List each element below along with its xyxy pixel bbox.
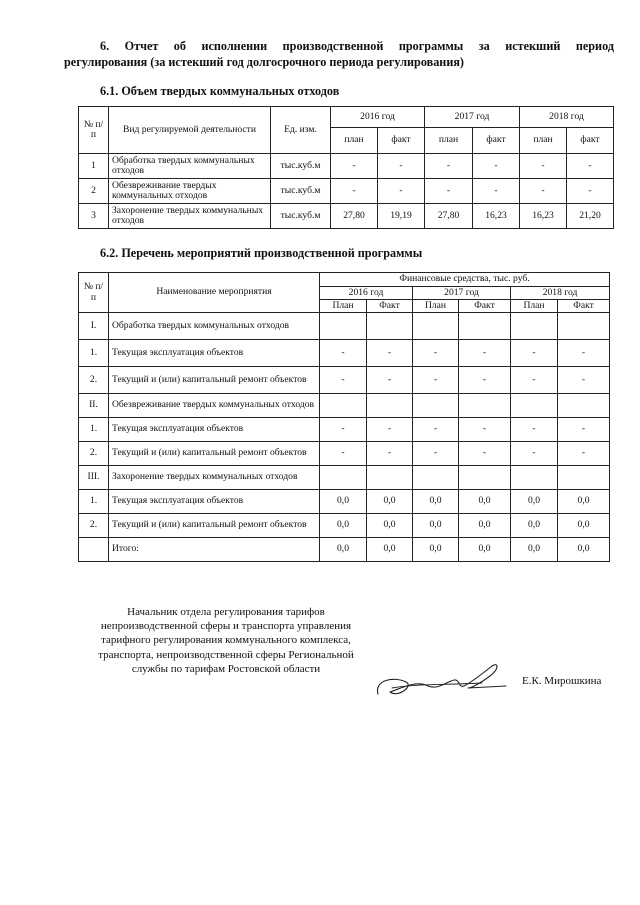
row-num [79, 538, 109, 562]
cell-value: 0,0 [558, 514, 610, 538]
table-row [79, 490, 610, 514]
header-year-2016: 2016 год [331, 107, 425, 128]
signatory-line: тарифного регулирования коммунального комплекса, [101, 634, 351, 647]
row-num: II. [79, 394, 109, 418]
table-row [79, 514, 610, 538]
row-unit: тыс.куб.м [271, 154, 331, 179]
header-year-2018: 2018 год [511, 287, 610, 300]
cell-value: - [320, 442, 367, 466]
signatory-title [86, 605, 366, 676]
header-fact: факт [473, 128, 520, 154]
row-num: III. [79, 466, 109, 490]
table-row [79, 179, 614, 204]
cell-value: 21,20 [567, 204, 614, 229]
cell-value: - [567, 179, 614, 204]
cell-value: - [459, 340, 511, 367]
row-unit: тыс.куб.м [271, 179, 331, 204]
cell-value: 0,0 [558, 490, 610, 514]
cell-value [367, 313, 413, 340]
cell-value: - [558, 418, 610, 442]
cell-value: - [459, 367, 511, 394]
row-unit: тыс.куб.м [271, 204, 331, 229]
row-name: Обработка твердых коммунальных отходов [109, 313, 320, 340]
cell-value: - [558, 442, 610, 466]
cell-value [413, 466, 459, 490]
header-num: № п/п [79, 107, 109, 154]
signatory-name: Е.К. Мирошкина [522, 675, 602, 687]
cell-value: 0,0 [367, 538, 413, 562]
cell-value [320, 313, 367, 340]
cell-value [511, 394, 558, 418]
cell-value: 27,80 [425, 204, 473, 229]
row-name: Текущий и (или) капитальный ремонт объектов [109, 442, 320, 466]
table-row [79, 154, 614, 179]
cell-value: - [331, 154, 378, 179]
cell-value: 19,19 [378, 204, 425, 229]
row-num: 2. [79, 514, 109, 538]
cell-value [459, 313, 511, 340]
header-activity: Вид регулируемой деятельности [109, 107, 271, 154]
header-fact: факт [567, 128, 614, 154]
handwritten-signature [372, 658, 512, 704]
table-row [79, 204, 614, 229]
cell-value: 16,23 [520, 204, 567, 229]
cell-value: 0,0 [511, 514, 558, 538]
measures-table [78, 272, 610, 562]
cell-value: - [558, 367, 610, 394]
cell-value [511, 313, 558, 340]
cell-value: - [567, 154, 614, 179]
row-num: 1. [79, 490, 109, 514]
cell-value: - [413, 442, 459, 466]
cell-value: - [331, 179, 378, 204]
cell-value: - [511, 340, 558, 367]
header-plan: План [413, 300, 459, 313]
table-row [79, 394, 610, 418]
section-title [64, 38, 614, 70]
table-row [79, 367, 610, 394]
cell-value: - [367, 442, 413, 466]
section-title-line-2: регулирования (за истекший год долгосрочного периода регулирования) [64, 55, 464, 69]
cell-value: 0,0 [367, 490, 413, 514]
cell-value: - [511, 367, 558, 394]
cell-value: - [367, 340, 413, 367]
header-year-2018: 2018 год [520, 107, 614, 128]
cell-value: - [459, 418, 511, 442]
cell-value: 27,80 [331, 204, 378, 229]
signatory-line: Начальник отдела регулирования тарифов [127, 606, 325, 618]
cell-value: - [413, 340, 459, 367]
row-name: Текущий и (или) капитальный ремонт объектов [109, 367, 320, 394]
cell-value [459, 394, 511, 418]
section-title-line-1: 6. Отчет об исполнении производственной программы за истекший период [100, 39, 614, 53]
cell-value: 0,0 [413, 514, 459, 538]
cell-value: - [320, 418, 367, 442]
cell-value: 16,23 [473, 204, 520, 229]
cell-value: - [378, 154, 425, 179]
table-row [79, 466, 610, 490]
cell-value: - [473, 179, 520, 204]
header-name: Наименование мероприятия [109, 273, 320, 313]
header-year-2016: 2016 год [320, 287, 413, 300]
table-row [79, 340, 610, 367]
header-num: № п/п [79, 273, 109, 313]
cell-value: 0,0 [459, 538, 511, 562]
cell-value: 0,0 [320, 514, 367, 538]
cell-value [459, 466, 511, 490]
table2-title: 6.2. Перечень мероприятий производственной программы [100, 246, 423, 260]
volume-table [78, 106, 614, 229]
row-num: I. [79, 313, 109, 340]
cell-value: 0,0 [511, 538, 558, 562]
cell-value [558, 313, 610, 340]
cell-value: - [511, 442, 558, 466]
header-year-2017: 2017 год [413, 287, 511, 300]
cell-value [413, 313, 459, 340]
row-name: Текущая эксплуатация объектов [109, 340, 320, 367]
header-plan: план [331, 128, 378, 154]
row-name: Обработка твердых коммунальных отходов [109, 154, 271, 179]
cell-value: - [511, 418, 558, 442]
row-num: 2. [79, 442, 109, 466]
table1-title: 6.1. Объем твердых коммунальных отходов [100, 84, 340, 98]
table-row [79, 418, 610, 442]
row-name: Захоронение твердых коммунальных отходов [109, 204, 271, 229]
cell-value: 0,0 [320, 490, 367, 514]
cell-value: - [459, 442, 511, 466]
header-plan: план [425, 128, 473, 154]
cell-value: - [425, 179, 473, 204]
row-num: 2 [79, 179, 109, 204]
row-name: Текущая эксплуатация объектов [109, 418, 320, 442]
cell-value: - [425, 154, 473, 179]
cell-value [320, 394, 367, 418]
cell-value: 0,0 [367, 514, 413, 538]
table-row [79, 313, 610, 340]
cell-value [511, 466, 558, 490]
row-num: 1. [79, 340, 109, 367]
header-plan: план [520, 128, 567, 154]
cell-value: - [320, 340, 367, 367]
row-name: Текущий и (или) капитальный ремонт объектов [109, 514, 320, 538]
cell-value: - [413, 367, 459, 394]
signatory-line: непроизводственной сферы и транспорта управления [100, 620, 352, 633]
cell-value: 0,0 [511, 490, 558, 514]
cell-value [558, 394, 610, 418]
cell-value: 0,0 [413, 490, 459, 514]
row-num: 2. [79, 367, 109, 394]
row-num: 1 [79, 154, 109, 179]
row-name: Обезвреживание твердых коммунальных отходов [109, 394, 320, 418]
cell-value [413, 394, 459, 418]
cell-value [367, 466, 413, 490]
cell-value: 0,0 [413, 538, 459, 562]
cell-value: - [558, 340, 610, 367]
cell-value: - [378, 179, 425, 204]
cell-value: - [520, 154, 567, 179]
cell-value: 0,0 [558, 538, 610, 562]
cell-value: 0,0 [459, 514, 511, 538]
row-name: Захоронение твердых коммунальных отходов [109, 466, 320, 490]
signatory-line: транспорта, непроизводственной сферы Региональной [98, 648, 354, 661]
cell-value [558, 466, 610, 490]
cell-value: 0,0 [320, 538, 367, 562]
table-row [79, 442, 610, 466]
header-fact: Факт [558, 300, 610, 313]
header-plan: План [320, 300, 367, 313]
signatory-line: службы по тарифам Ростовской области [131, 662, 321, 675]
cell-value [320, 466, 367, 490]
cell-value: - [413, 418, 459, 442]
header-fact: Факт [367, 300, 413, 313]
row-num: 1. [79, 418, 109, 442]
header-fact: Факт [459, 300, 511, 313]
table-row [79, 538, 610, 562]
row-num: 3 [79, 204, 109, 229]
row-name: Обезвреживание твердых коммунальных отходов [109, 179, 271, 204]
cell-value: 0,0 [459, 490, 511, 514]
cell-value: - [473, 154, 520, 179]
header-year-2017: 2017 год [425, 107, 520, 128]
cell-value [367, 394, 413, 418]
header-unit: Ед. изм. [271, 107, 331, 154]
cell-value: - [367, 418, 413, 442]
cell-value: - [320, 367, 367, 394]
cell-value: - [367, 367, 413, 394]
row-name: Текущая эксплуатация объектов [109, 490, 320, 514]
header-plan: План [511, 300, 558, 313]
header-fact: факт [378, 128, 425, 154]
header-finance: Финансовые средства, тыс. руб. [320, 273, 610, 287]
row-name: Итого: [109, 538, 320, 562]
cell-value: - [520, 179, 567, 204]
